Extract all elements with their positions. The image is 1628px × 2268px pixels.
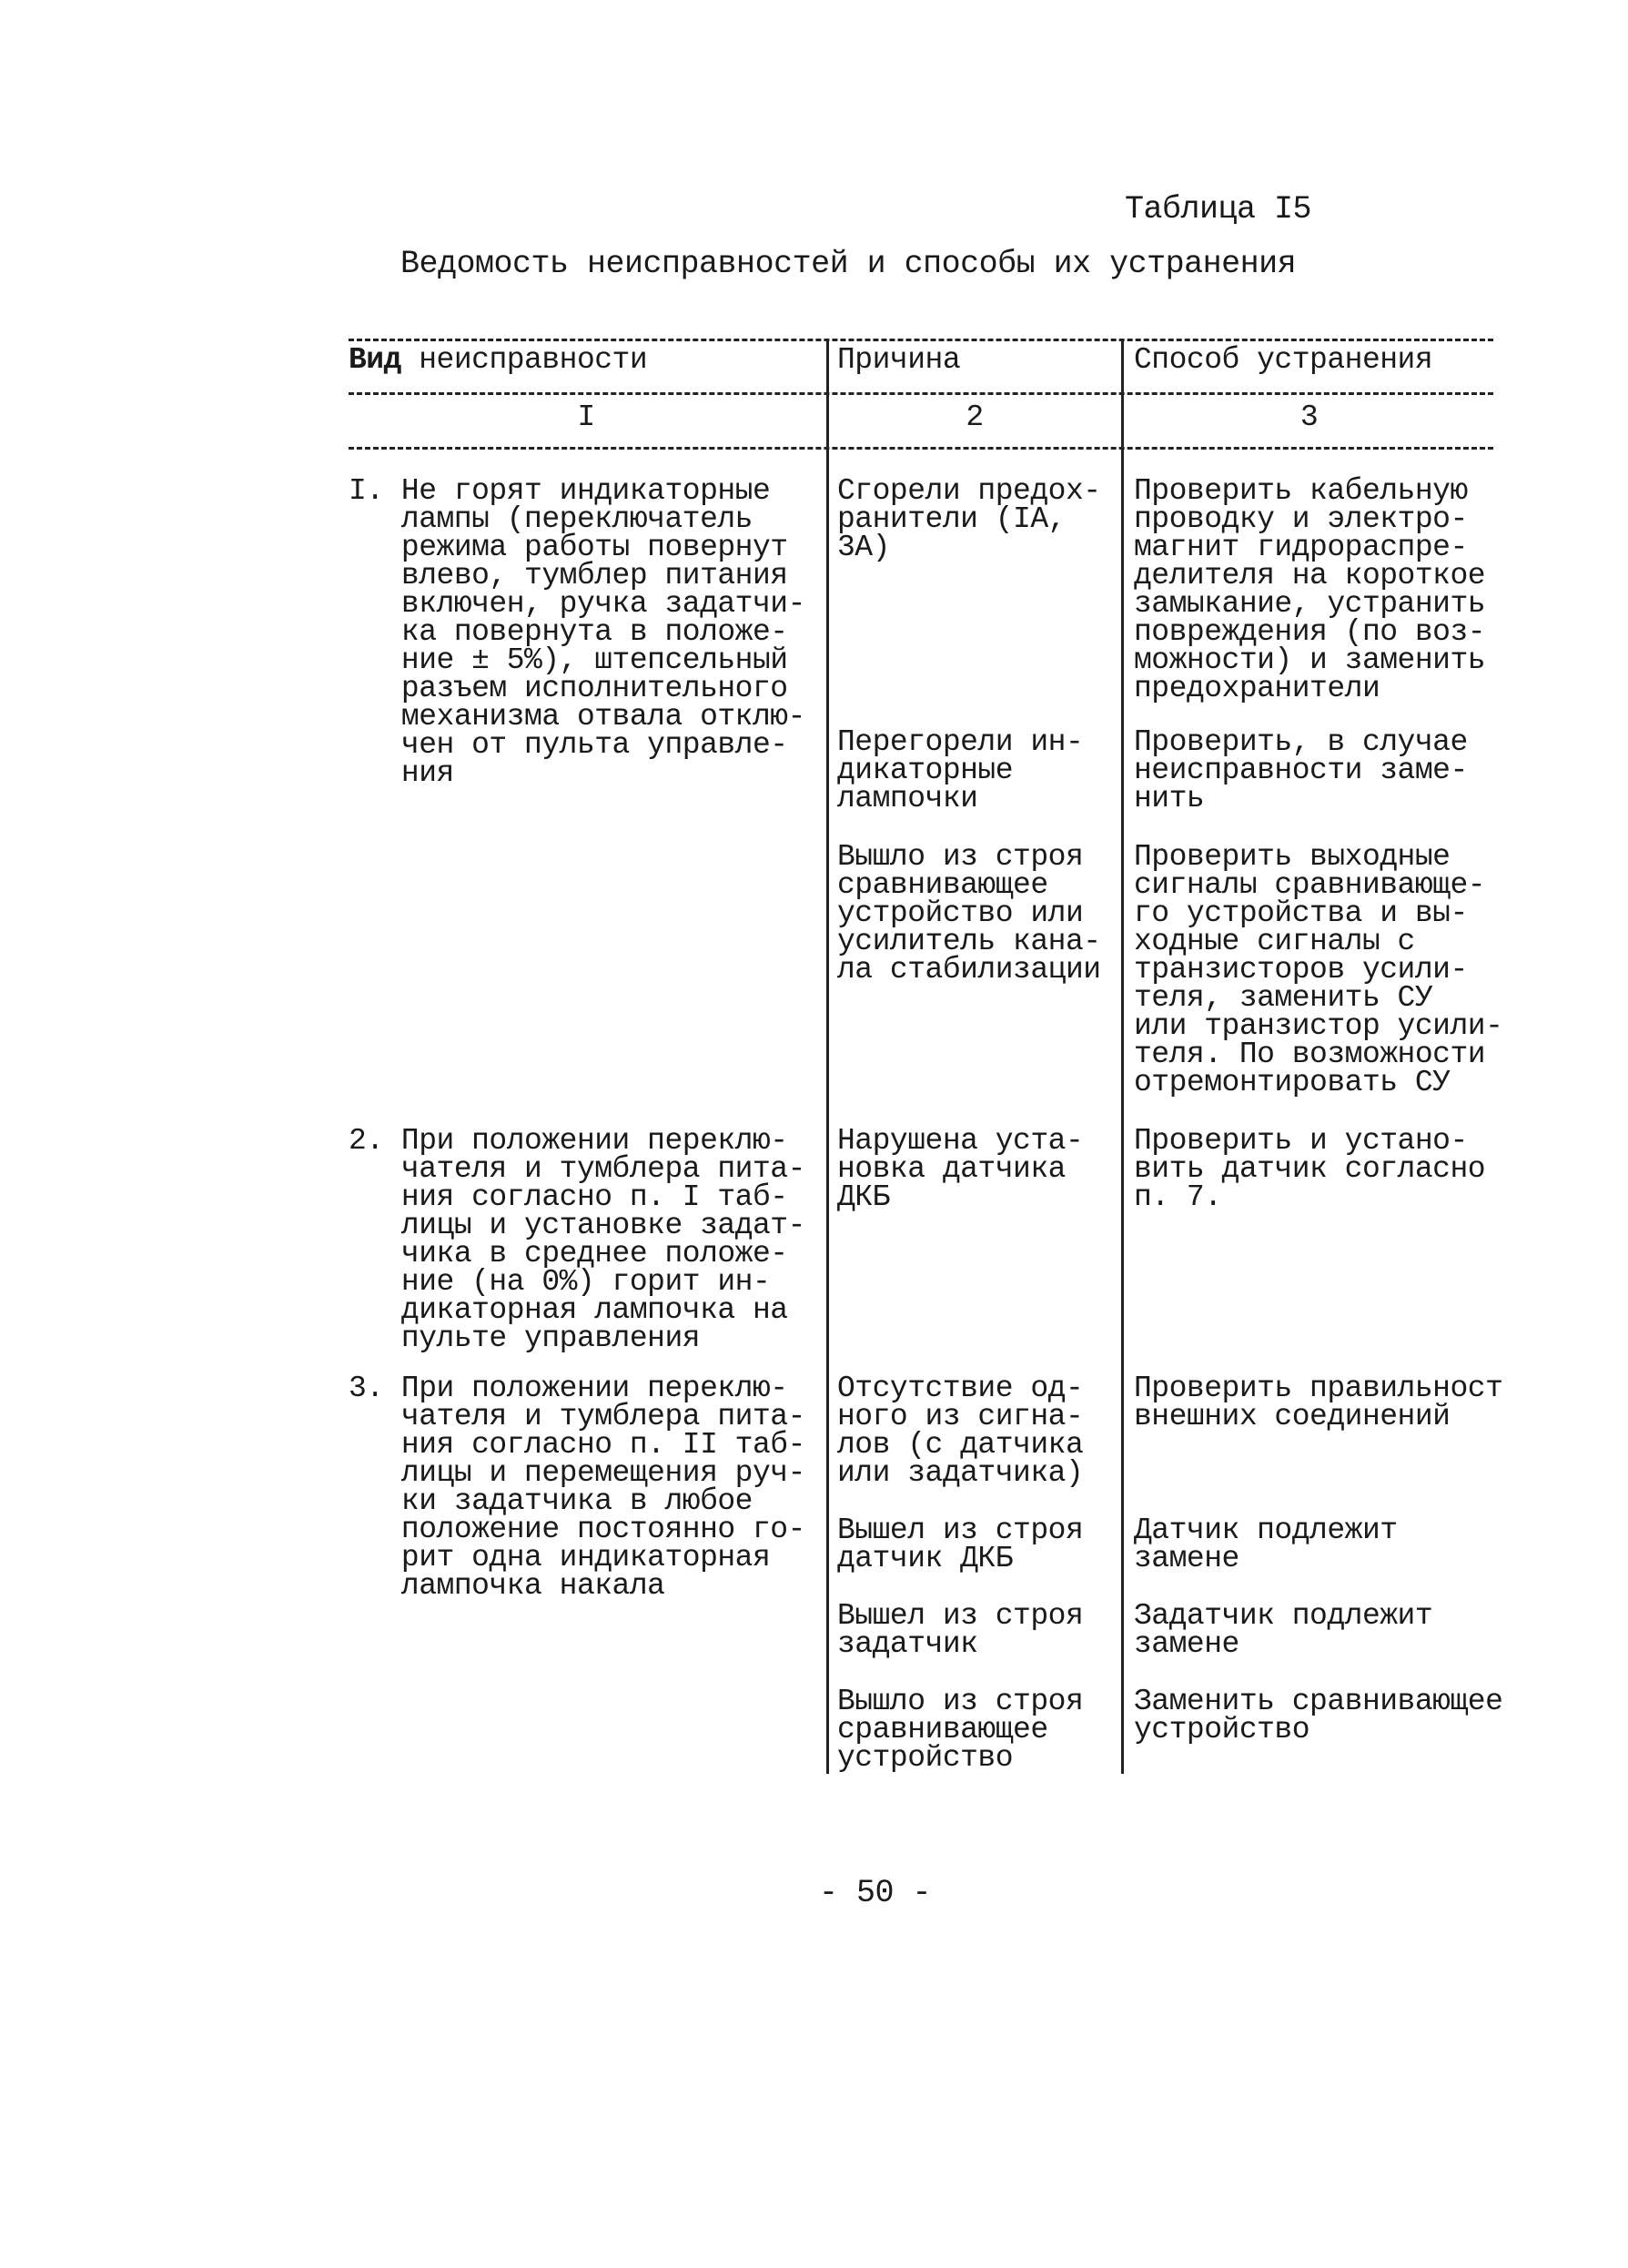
cause-2-1: Нарушена уста- новка датчика ДКБ <box>837 1124 1084 1214</box>
remedy-3-1: Проверить правильност внешних соединений <box>1134 1372 1503 1433</box>
remedy-1-3: Проверить выходные сигналы сравнивающе- го устройства и вы- ходные сигналы с транзисторов усили- теля, заменить СУ или транзистор усили- теля. По возможности отремонтировать СУ <box>1134 840 1503 1099</box>
cause-3-3: Вышел из строя задатчик <box>837 1599 1084 1661</box>
cause-3-1: Отсутствие од- ного из сигна- лов (с датчика или задатчика) <box>837 1372 1084 1490</box>
rule-under-header <box>349 392 1493 395</box>
column-number-1: I <box>577 400 595 434</box>
column-number-2: 2 <box>966 400 984 434</box>
remedy-1-2: Проверить, в случае неисправности заме- нить <box>1134 725 1468 815</box>
column-number-3: 3 <box>1299 400 1319 434</box>
fault-1: I. Не горят индикаторные лампы (переключатель режима работы повернут влево, тумблер питания включен, ручка задатчи- ка повернута в положе- ние ± 5%), штепсельный разъем исполнительного механизма отвала отклю- чен от пульта управле- ния <box>349 474 805 790</box>
fault-2: 2. При положении переклю- чателя и тумблера пита- ния согласно п. I таб- лицы и установке задат- чика в среднее положе- ние (на 0%) горит ин- дикаторная лампочка на пульте управления <box>349 1124 805 1355</box>
column-header-cause: Причина <box>837 343 961 377</box>
table-label: Таблица I5 <box>1125 191 1312 228</box>
remedy-3-2: Датчик подлежит замене <box>1134 1514 1398 1575</box>
column-header-remedy: Способ устранения <box>1134 343 1433 377</box>
cause-3-2: Вышел из строя датчик ДКБ <box>837 1514 1084 1575</box>
column-divider-1 <box>826 340 829 1774</box>
column-header-fault-bold: Вид <box>349 343 401 377</box>
rule-under-numbers <box>349 447 1493 450</box>
remedy-3-4: Заменить сравнивающее устройство <box>1134 1685 1503 1747</box>
cause-1-1: Сгорели предох- ранители (IA, 3A) <box>837 474 1101 564</box>
fault-3: 3. При положении переклю- чателя и тумблера пита- ния согласно п. II таб- лицы и перемещения руч- ки задатчика в любое положение постоянно го- рит одна индикаторная лампочка накала <box>349 1372 805 1603</box>
column-header-fault: Вид неисправности <box>349 343 648 377</box>
cause-1-2: Перегорели ин- дикаторные лампочки <box>837 725 1084 815</box>
cause-3-4: Вышло из строя сравнивающее устройство <box>837 1685 1084 1775</box>
remedy-3-3: Задатчик подлежит замене <box>1134 1599 1433 1661</box>
page-number: - 50 - <box>819 1875 932 1911</box>
remedy-2-1: Проверить и устано- вить датчик согласно п. 7. <box>1134 1124 1486 1214</box>
column-divider-2 <box>1121 340 1124 1774</box>
rule-top <box>349 339 1493 341</box>
cause-1-3: Вышло из строя сравнивающее устройство или усилитель кана- ла стабилизации <box>837 840 1101 987</box>
table-title: Ведомость неисправностей и способы их устранения <box>400 246 1297 282</box>
remedy-1-1: Проверить кабельную проводку и электро- магнит гидрораспре- делителя на короткое замыкание, устранить повреждения (по воз- можности) и заменить предохранители <box>1134 474 1486 705</box>
